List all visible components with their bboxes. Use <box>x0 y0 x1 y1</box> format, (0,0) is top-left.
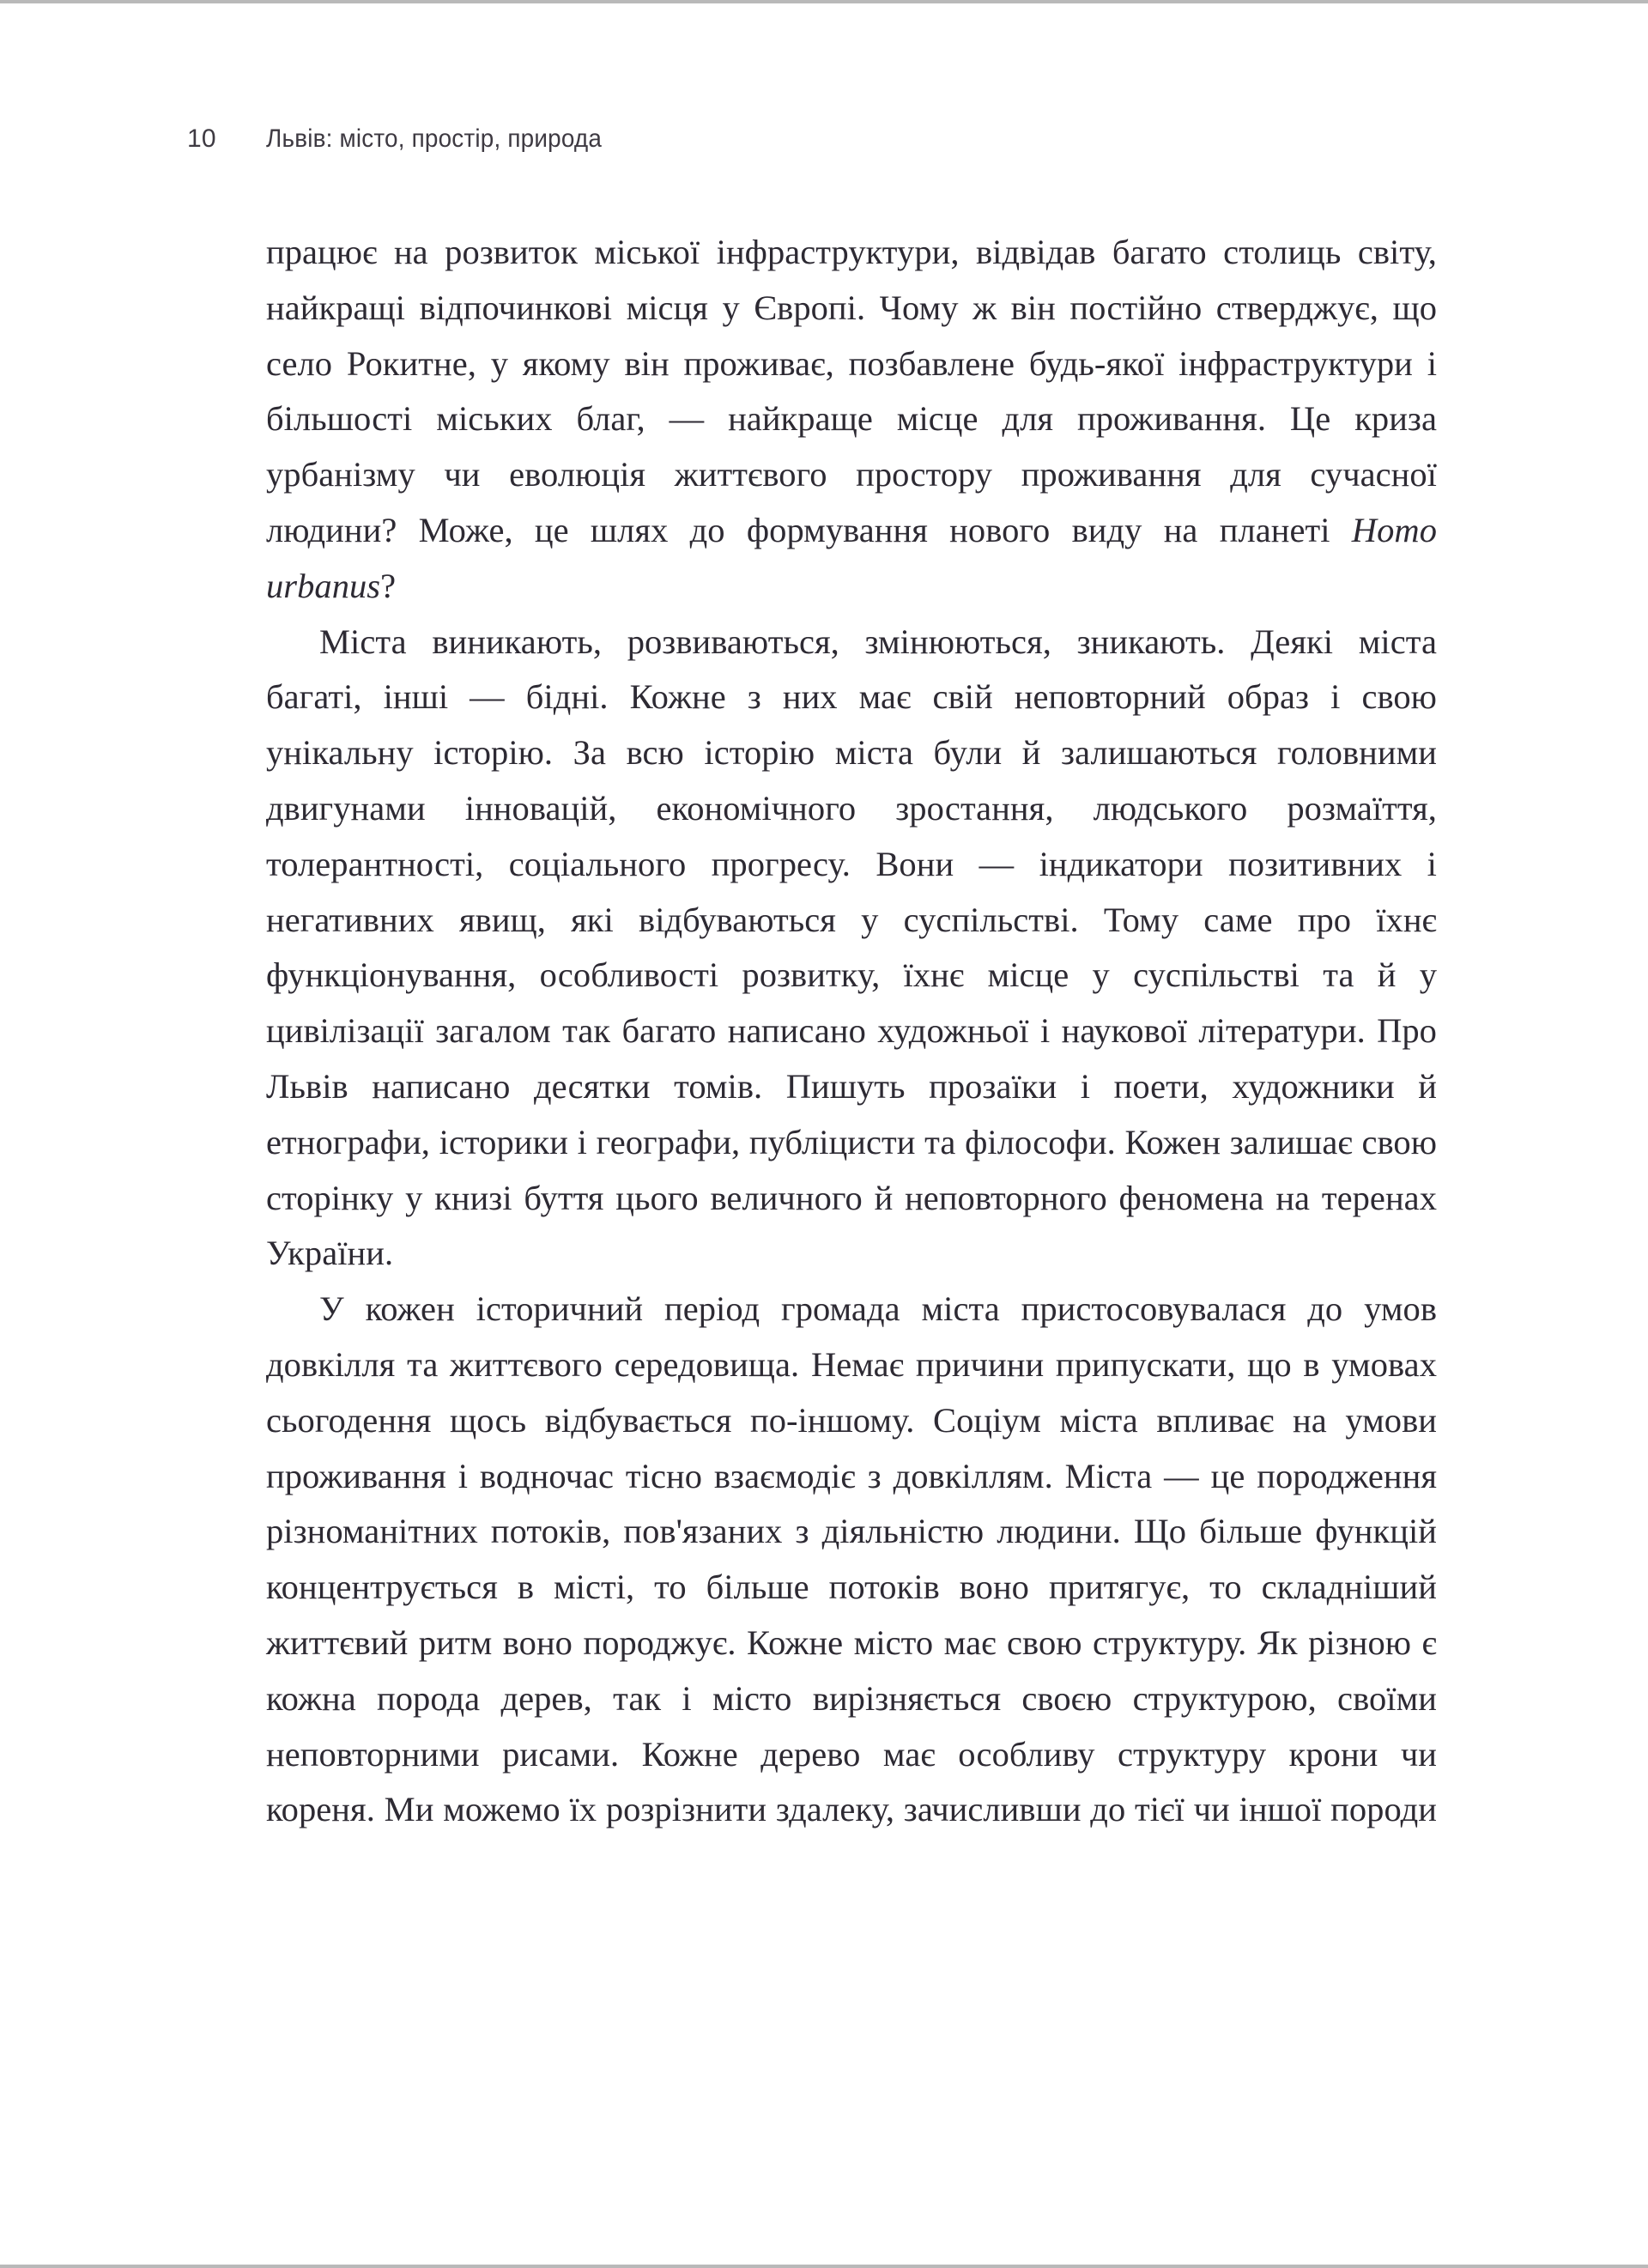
paragraph-3: У кожен історичний період громада міста пристосовувалася до умов довкілля та життєвого середовища. Немає причини припускати, що в умовах сьогодення щось відбувається по-іншому. Соціум міста впливає на умови проживання і водночас тісно взаємодіє з довкіллям. Міста — це породження різноманітних потоків, пов'язаних з діяльністю людини. Що більше функцій концентрується в місті, то більше потоків воно притягує, то складніший життєвий ритм воно породжує. Кожне місто має свою структуру. Як різною є кожна порода дерев, так і місто вирізняється своєю структурою, своїми неповторними рисами. Кожне дерево має особливу структуру крони чи кореня. Ми можемо їх розрізнити здалеку, зачисливши до тієї чи іншої породи <box>266 1289 1437 1829</box>
running-head <box>187 124 627 154</box>
body-text-block <box>266 225 1437 1894</box>
paragraph-1-text: працює на розвиток міської інфраструктури, відвідав багато столиць світу, найкращі відпочинкові місця у Європі. Чому ж він постійно стверджує, що село Рокитне, у якому він проживає, позбавлене будь-якої інфраструктури і більшості міських благ, — найкраще місце для проживання. Це криза урбанізму чи еволюція життєвого простору проживання для сучасної людини? Може, це шлях до формування нового виду на планеті <box>266 233 1437 549</box>
page-number: 10 <box>187 124 216 153</box>
paragraph-1-tail: ? <box>380 566 397 605</box>
latin-term-homo-urbanus: Homo urbanus <box>266 510 1437 605</box>
book-title: Львів: місто, простір, природа <box>266 124 603 153</box>
paragraph-2: Міста виникають, розвиваються, змінюються, зникають. Деякі міста багаті, інші — бідні. Кожне з них має свій неповторний образ і свою унікальну історію. За всю історію міста були й залишаються головними двигунами інновацій, економічного зростання, людського розмаїття, толерантності, соціального прогресу. Вони — індикатори позитивних і негативних явищ, які відбуваються у суспільстві. Тому саме про їхнє функціонування, особливості розвитку, їхнє місце у суспільстві та й у цивілізації загалом так багато написано художньої і наукової літератури. Про Львів написано десятки томів. Пишуть прозаїки і поети, художники й етнографи, історики і географи, публіцисти та філософи. Кожен залишає свою сторінку у книзі буття цього величного й неповторного феномена на теренах України. <box>266 622 1437 1273</box>
paragraph-1 <box>266 225 1437 615</box>
